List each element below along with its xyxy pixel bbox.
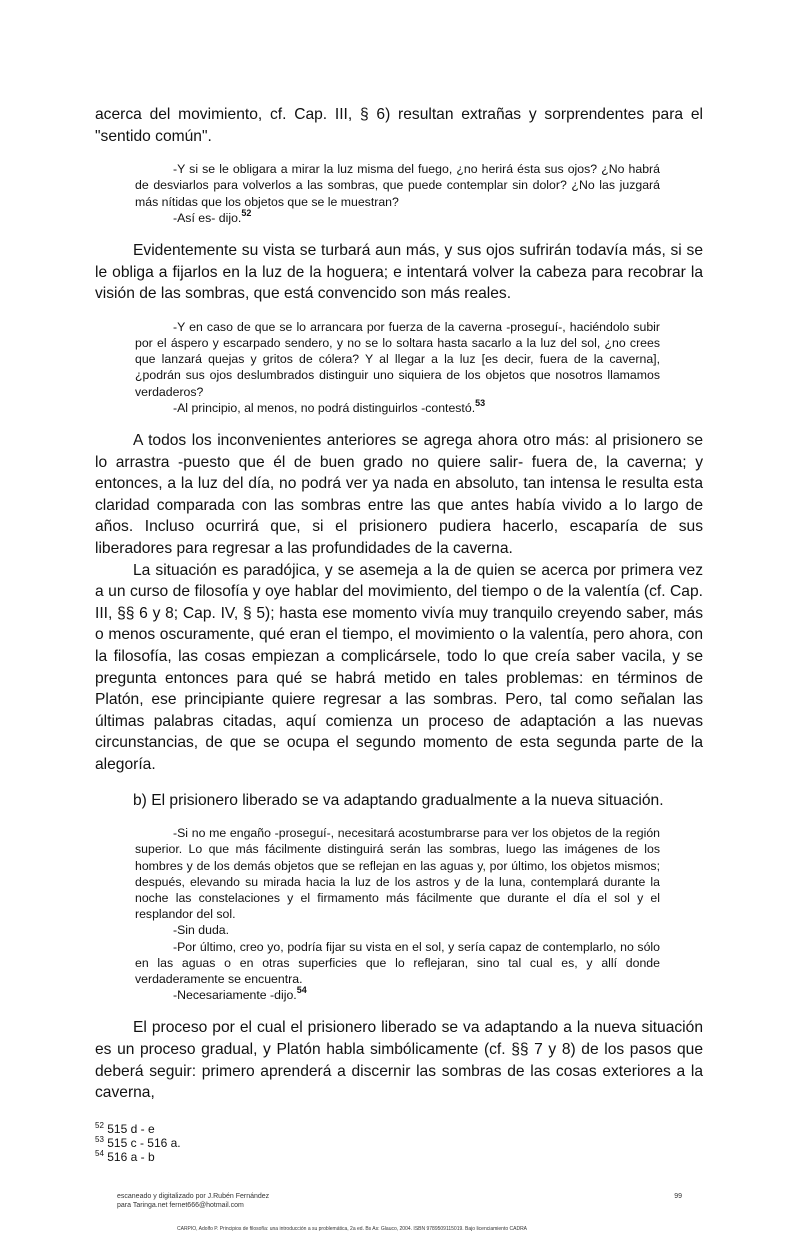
quote-text	[135, 207, 660, 226]
footnote	[95, 1150, 703, 1164]
quote-text: -Y si se le obligara a mirar la luz misma del fuego, ¿no herirá ésta sus ojos? ¿No habrá de desviarlos para volverlos a las sombras, que puede contemplar sin dolor? ¿No las juzgará más nítidas que los objetos que se le muestran?	[135, 162, 660, 209]
paragraph: A todos los inconvenientes anteriores se agrega ahora otro más: al prisionero se lo arrastra -puesto que él de buen grado no quiere salir- fuera de, la caverna; y entonces, a la luz del día, no podrá ver ya nada en absoluto, tan intensa le resulta esta claridad comparada con las sombras entre las que antes había vivido a lo largo de años. Incluso ocurrirá que, si el prisionero pudiera hacerlo, escaparía de sus liberadores para regresar a las profundidades de la caverna.	[95, 432, 703, 557]
block-quote	[135, 319, 660, 416]
footnote-number: 52	[95, 1120, 104, 1130]
quote-text	[135, 397, 660, 416]
paragraph: Evidentemente su vista se turbará aun más, y sus ojos sufrirán todavía más, si se le obliga a fijarlos en la luz de la hoguera; e intentará volver la cabeza para recobrar la visión de las sombras, que está convencido son más reales.	[95, 242, 703, 303]
footnote-ref[interactable]: 54	[296, 985, 307, 996]
quote-text: -Por último, creo yo, podría fijar su vista en el sol, y sería capaz de contemplarlo, no sólo en las aguas o en otras superficies que lo reflejaran, sino tal cual es, y allí donde verdaderamente se encuentra.	[135, 939, 660, 986]
paragraph: acerca del movimiento, cf. Cap. III, § 6) resultan extrañas y sorprendentes para el "sentido común".	[95, 106, 703, 145]
footnote-ref[interactable]: 53	[475, 397, 486, 408]
page-number: 99	[674, 1192, 682, 1200]
footnote-text: 515 d - e	[107, 1121, 155, 1136]
quote-text: -Y en caso de que se lo arrancara por fuerza de la caverna -proseguí-, haciéndolo subir por el áspero y escarpado sendero, y no se lo soltara hasta sacarlo a la luz del sol, ¿no crees que lanzará quejas y gritos de cólera? Y al llegar a la luz [es decir, fuera de la caverna], ¿podrán sus ojos deslumbrados distinguir uno siquiera de los objetos que nosotros llamamos verdaderos?	[135, 319, 660, 399]
section-heading: b) El prisionero liberado se va adaptando gradualmente a la nueva situación.	[133, 791, 664, 809]
quote-line: -Al principio, al menos, no podrá distinguirlos -contestó.	[173, 400, 476, 415]
page-footer	[117, 1192, 682, 1233]
footnote-text: 516 a - b	[107, 1149, 155, 1164]
paragraph: El proceso por el cual el prisionero liberado se va adaptando a la nueva situación es un proceso gradual, y Platón habla simbólicamente (cf. §§ 7 y 8) de los pasos que deberá seguir: primero aprenderá a discernir las sombras de las cosas exteriores a la caverna,	[95, 1019, 703, 1102]
footnotes	[95, 1122, 703, 1164]
footnote	[95, 1136, 703, 1150]
quote-text: -Sin duda.	[173, 923, 230, 938]
footer-citation: CARPIO, Adolfo P. Principios de filosofía: una introducción a su problemática, 2a ed. Bs As: Glauco, 2004. ISBN 9789509115019. Bajo licenciamiento CADRA	[177, 1225, 528, 1232]
block-quote	[135, 825, 660, 1003]
quote-line: -Así es- dijo.	[173, 210, 242, 225]
quote-text	[135, 987, 660, 1003]
footnote-number: 53	[95, 1134, 104, 1144]
quote-line: -Necesariamente -dijo.	[173, 988, 297, 1003]
footnote-ref[interactable]: 52	[241, 207, 252, 218]
block-quote	[135, 161, 660, 226]
paragraph: La situación es paradójica, y se asemeja a la de quien se acerca por primera vez a un curso de filosofía y oye hablar del movimiento, del tiempo o de la valentía (cf. Cap. III, §§ 6 y 8; Cap. IV, § 5); hasta ese momento vivía muy tranquilo creyendo saber, más o menos oscuramente, qué eran el tiempo, el movimiento o la valentía, pero ahora, con la filosofía, las cosas empiezan a complicársele, todo lo que creía saber vacila, y se pregunta entonces para qué se habrá metido en tales problemas: en términos de Platón, ese principiante quiere regresar a las sombras. Pero, tal como señalan las últimas palabras citadas, aquí comienza un proceso de adaptación a las nuevas circunstancias, de que se ocupa el segundo momento de esta segunda parte de la alegoría.	[95, 561, 703, 773]
footnote-text: 515 c - 516 a.	[107, 1135, 181, 1150]
footnote-number: 54	[95, 1148, 104, 1158]
footer-credit: escaneado y digitalizado por J.Rubén Fernández	[117, 1192, 270, 1200]
footnote	[95, 1122, 703, 1136]
footer-contact: para Taringa.net fernet666@hotmail.com	[117, 1201, 244, 1209]
quote-text: -Si no me engaño -proseguí-, necesitará acostumbrarse para ver los objetos de la región superior. Lo que más fácilmente distinguirá serán las sombras, luego las imágenes de los hombres y de los demás objetos que se reflejan en las aguas y, por último, los objetos mismos; después, elevando su mirada hacia la luz de los astros y de la luna, contemplará durante la noche las constelaciones y el firmamento más fácilmente que durante el día el sol y el resplandor del sol.	[135, 826, 660, 922]
